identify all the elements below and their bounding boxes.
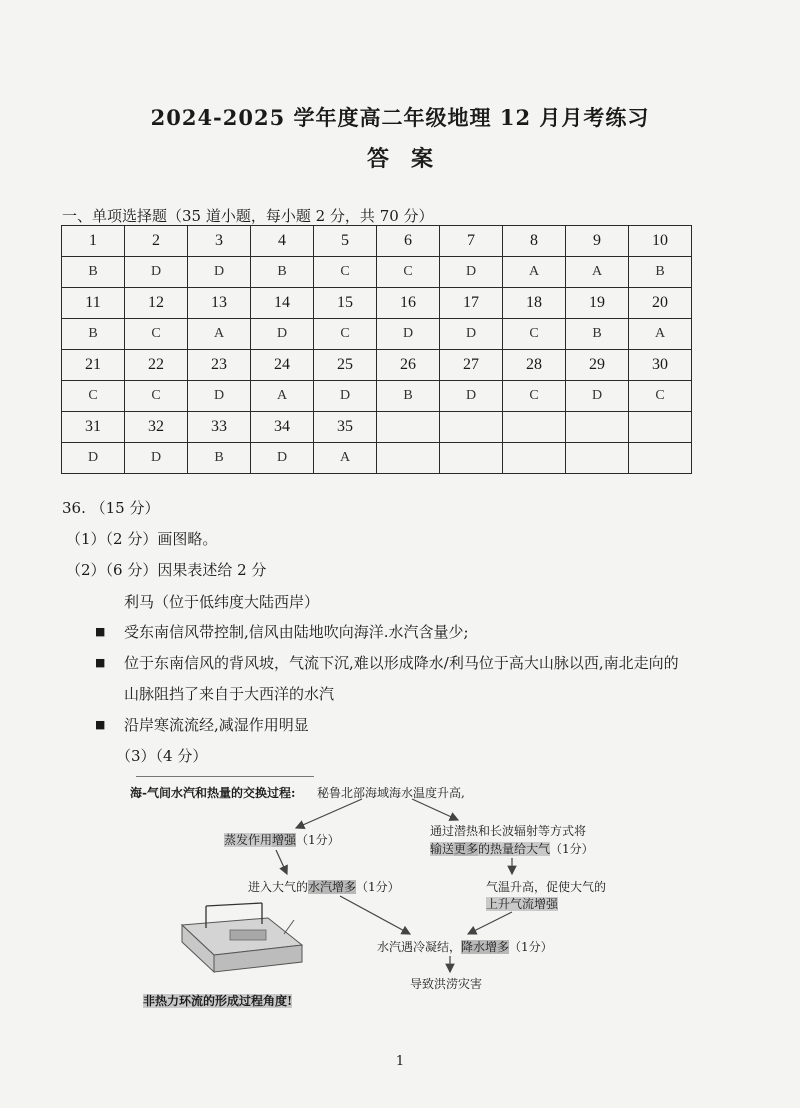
question-number-cell: 22 [125,350,188,381]
answer-cell: C [62,381,125,412]
diagram-title: 海-气间水汽和热量的交换过程: [130,786,296,800]
question-number-cell: 32 [125,412,188,443]
diagram-radiation-2: 输送更多的热量给大气（1分） [430,842,594,856]
answer-cell: D [251,443,314,474]
question-number-cell: 7 [440,226,503,257]
answer-cell: D [125,443,188,474]
bullet-icon: ■ [95,625,106,638]
answer-cell: C [629,381,692,412]
question-number-cell: 21 [62,350,125,381]
question-number-cell: 34 [251,412,314,443]
page-number: 1 [395,1054,405,1069]
answer-cell: C [125,319,188,350]
question-number-cell: 19 [566,288,629,319]
answer-cell: D [251,319,314,350]
bullet-icon: ■ [95,718,106,731]
q36-part1: （1）（2 分）画图略。 [66,530,218,548]
answer-cell: D [440,319,503,350]
question-number-cell: 2 [125,226,188,257]
question-number-cell: 6 [377,226,440,257]
question-number-cell: 4 [251,226,314,257]
q36-bullet-1: 受东南信风带控制,信风由陆地吹向海洋.水汽含量少; [124,623,469,641]
answer-cell: A [251,381,314,412]
diagram-radiation-1: 通过潜热和长波辐射等方式将 [430,824,587,838]
question-number-cell: 20 [629,288,692,319]
answer-cell: B [188,443,251,474]
question-number-cell: 11 [62,288,125,319]
answer-cell: B [629,257,692,288]
question-number-cell: 15 [314,288,377,319]
diagram-temp-2: 上升气流增强 [486,897,559,911]
arrow-vapor-to-condensation [340,896,410,934]
answer-cell: D [188,381,251,412]
page-subtitle: 答案 [366,146,455,172]
answer-cell: D [440,381,503,412]
answer-cell: A [188,319,251,350]
question-number-cell: 17 [440,288,503,319]
answer-cell: B [62,257,125,288]
question-number-cell: 13 [188,288,251,319]
section1-heading: 一、单项选择题（35 道小题，每小题 2 分，共 70 分） [62,207,434,225]
question-number-cell: 29 [566,350,629,381]
answer-cell: D [440,257,503,288]
diagram-flood: 导致洪涝灾害 [410,977,483,991]
page-title: 2024-2025 学年度高二年级地理 12 月月考练习 [150,105,650,130]
question-number-cell: 10 [629,226,692,257]
arrow-to-vapor [276,850,287,874]
answer-cell: A [503,257,566,288]
question-number-cell: 25 [314,350,377,381]
question-number-cell: 33 [188,412,251,443]
q36-part3: （3）（4 分） [116,747,208,765]
question-number-cell: 1 [62,226,125,257]
question-number-cell: 8 [503,226,566,257]
experiment-apparatus-image [182,903,302,972]
answer-cell: C [503,319,566,350]
answer-cell: D [188,257,251,288]
q36-bullet-2-cont: 山脉阻挡了来自于大西洋的水汽 [124,685,335,703]
answer-cell: C [125,381,188,412]
arrow-to-radiation [412,799,458,820]
arrow-to-evaporation [296,799,362,828]
diagram-evaporation: 蒸发作用增强（1分） [224,833,340,847]
answer-cell: B [62,319,125,350]
answer-cell: A [314,443,377,474]
answer-cell: D [314,381,377,412]
answer-cell: C [314,319,377,350]
question-number-cell: 24 [251,350,314,381]
question-number-cell: 18 [503,288,566,319]
diagram-condensation: 水汽遇冷凝结，降水增多（1分） [377,940,553,954]
question-number-cell: 12 [125,288,188,319]
q36-bullet-3: 沿岸寒流流经,减湿作用明显 [124,716,309,734]
question-number-cell: 3 [188,226,251,257]
answer-cell: D [62,443,125,474]
answer-cell: C [503,381,566,412]
question-number-cell: 14 [251,288,314,319]
arrow-temp-to-condensation [468,912,512,934]
question-number-cell: 31 [62,412,125,443]
question-number-cell: 27 [440,350,503,381]
answer-cell: D [377,319,440,350]
answer-cell: B [251,257,314,288]
question-number-cell: 5 [314,226,377,257]
q36-heading: 36. （15 分） [62,499,160,517]
question-number-cell: 23 [188,350,251,381]
answer-cell: A [629,319,692,350]
answer-cell: D [566,381,629,412]
q36-bullet-2: 位于东南信风的背风坡，气流下沉,难以形成降水/利马位于高大山脉以西,南北走向的 [124,654,679,672]
diagram-top: 秘鲁北部海域海水温度升高, [317,786,465,800]
q36-part2: （2）（6 分）因果表述给 2 分 [66,561,267,579]
question-number-cell: 26 [377,350,440,381]
question-number-cell: 35 [314,412,377,443]
answer-cell: A [566,257,629,288]
question-number-cell: 30 [629,350,692,381]
diagram-vapor: 进入大气的水汽增多（1分） [248,880,400,894]
q36-lima: 利马（位于低纬度大陆西岸） [124,593,320,611]
question-number-cell: 28 [503,350,566,381]
diagram-temp-1: 气温升高，促使大气的 [486,880,607,894]
question-number-cell: 9 [566,226,629,257]
answer-cell: C [377,257,440,288]
bullet-icon: ■ [95,656,106,669]
question-number-cell: 16 [377,288,440,319]
diagram-note: 非热力环流的形成过程角度! [143,994,293,1008]
answer-cell: C [314,257,377,288]
answer-cell: B [566,319,629,350]
answer-cell: B [377,381,440,412]
answer-cell: D [125,257,188,288]
